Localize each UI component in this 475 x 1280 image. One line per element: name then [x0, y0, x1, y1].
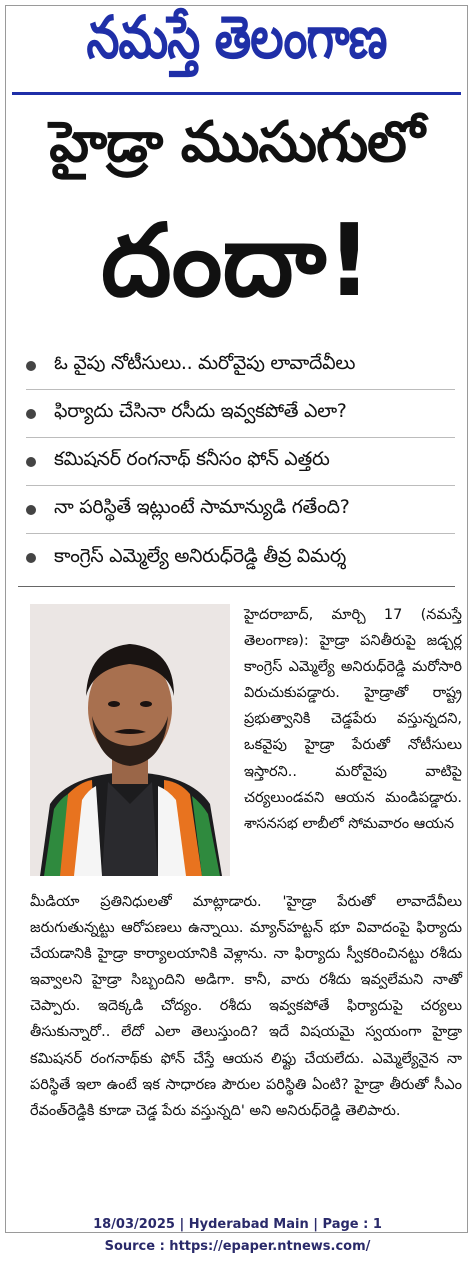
- portrait-illustration: [30, 604, 230, 876]
- section-divider: [18, 586, 455, 587]
- mla-portrait-photo: [30, 604, 230, 876]
- bullet-dot-icon: [26, 505, 36, 515]
- highlight-text: నా పరిస్థితే ఇట్లుంటే సామాన్యుడి గతేంది?: [54, 496, 350, 518]
- highlight-item: [26, 486, 455, 534]
- bullet-dot-icon: [26, 409, 36, 419]
- masthead: [6, 3, 467, 84]
- bullet-dot-icon: [26, 361, 36, 371]
- highlight-text: కాంగ్రెస్ ఎమ్మెల్యే అనిరుధ్‌రెడ్డి తీవ్ర విమర్శ: [54, 544, 346, 567]
- highlight-item: [26, 390, 455, 438]
- article-body-top: హైదరాబాద్, మార్చి 17 (నమస్తే తెలంగాణ): హైడ్రా పనితీరుపై జడ్చర్ల కాంగ్రెస్ ఎమ్మెల్యే అనిరుధ్‌రెడ్డి మరోసారి విరుచుకుపడ్డారు. హైడ్రాతో రాష్ట్ర ప్రభుత్వానికి చెడ్డపేరు వస్తున్నదని, ఒకవైపు హైడ్రా పేరుతో నోటీసులు ఇస్తారని.. మరోవైపు వాటిపై చర్యలుండవని ఆయన మండిపడ్డారు. శాసనసభ లాబీలో సోమవారం ఆయన: [244, 607, 462, 832]
- source-footer: [0, 1214, 475, 1258]
- bullet-dot-icon: [26, 553, 36, 563]
- footer-date-edition: 18/03/2025 | Hyderabad Main | Page : 1: [93, 1217, 382, 1232]
- highlight-item: [26, 534, 455, 582]
- headline-line-1: హైడ్రా ముసుగులో: [49, 110, 424, 175]
- highlight-text: ఓ వైపు నోటీసులు.. మరోవైపు లావాదేవీలు: [54, 352, 356, 374]
- article-body-bottom: మీడియా ప్రతినిధులతో మాట్లాడారు. 'హైడ్రా పేరుతో లావాదేవీలు జరుగుతున్నట్టు ఆరోపణలు ఉన్నాయి. మ్యాన్‌హట్టన్ భూ వివాదంపై ఫిర్యాదు చేయడానికి హైడ్రా కార్యాలయానికి వెళ్లాను. నా ఫిర్యాదు స్వీకరించినట్టు రశీదు ఇవ్వాలని హైడ్రా సిబ్బందిని అడిగా. కానీ, వారు రశీదు ఇవ్వలేమని నాతో చెప్పారు. ఇదెక్కడి చోద్యం. రశీదు ఇవ్వకపోతే ఫిర్యాదుపై చర్యలు తీసుకున్నారో.. లేదో ఎలా తెలుస్తుంది? ఇదే విషయమై స్వయంగా హైడ్రా కమిషనర్ రంగనాథ్‌కు ఫోన్ చేస్తే ఆయన లిఫ్టు చేయలేదు. ఎమ్మెల్యేనైన నా పరిస్థితే ఇలా ఉంటే ఇక సాధారణ పౌరుల పరిస్థితి ఏంటి? హైడ్రా తీరుతో సీఎం రేవంత్‌రెడ్డికి కూడా చెడ్డ పేరు వస్తున్నది' అని అనిరుధ్‌రెడ్డి తెలిపారు.: [30, 894, 462, 1119]
- highlight-item: [26, 438, 455, 486]
- newspaper-clipping: [5, 5, 468, 1233]
- masthead-title: నమస్తే తెలంగాణ: [86, 3, 387, 73]
- highlight-item: [26, 342, 455, 390]
- highlight-text: కమిషనర్ రంగనాథ్ కనీసం ఫోన్ ఎత్తరు: [54, 448, 330, 470]
- highlight-text: ఫిర్యాదు చేసినా రసీదు ఇవ్వకపోతే ఎలా?: [54, 400, 347, 422]
- highlights-list: [26, 342, 455, 582]
- bullet-dot-icon: [26, 457, 36, 467]
- headline-line-2: దందా!: [101, 202, 372, 319]
- masthead-divider: [12, 92, 461, 95]
- footer-source-link[interactable]: Source : https://epaper.ntnews.com/: [104, 1239, 371, 1254]
